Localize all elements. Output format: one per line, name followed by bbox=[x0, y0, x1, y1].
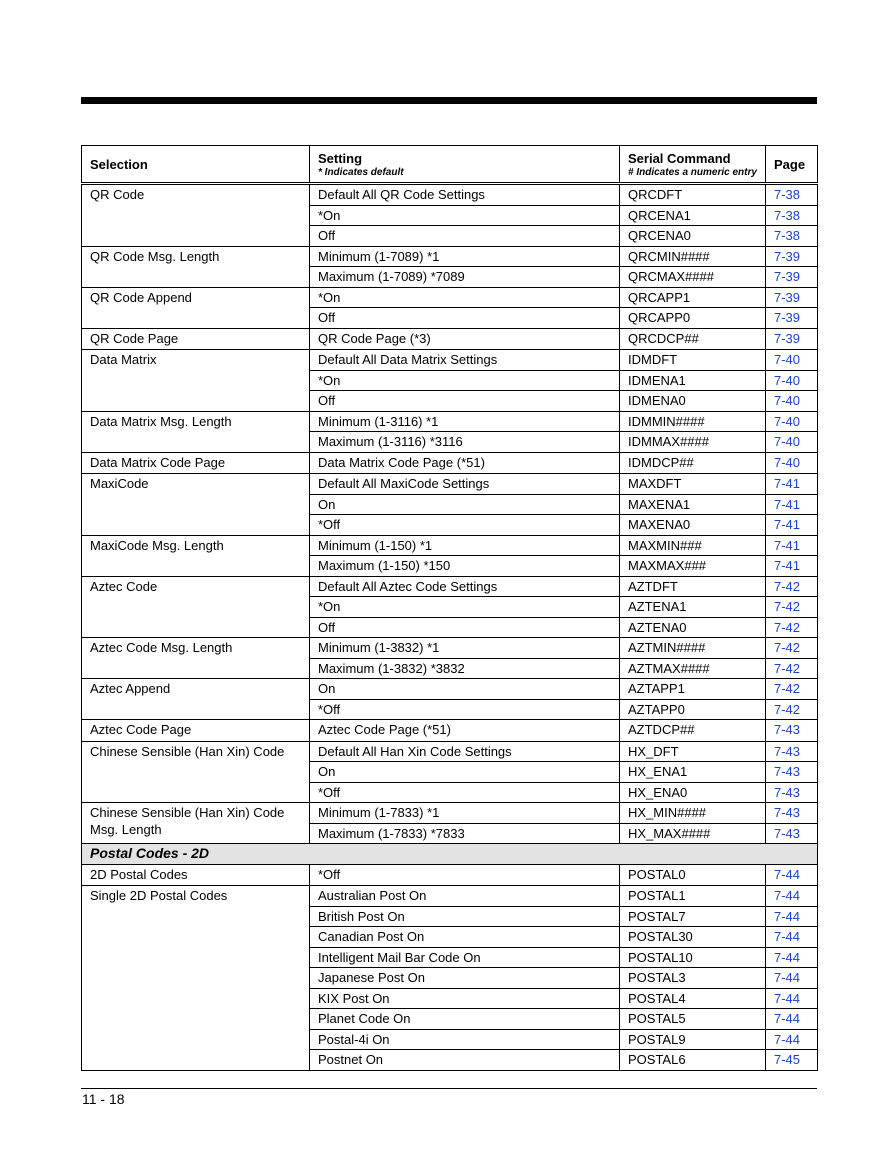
command-cell: MAXMIN### bbox=[620, 535, 766, 556]
page-link[interactable]: 7-42 bbox=[766, 699, 818, 720]
setting-cell: Default All Han Xin Code Settings bbox=[310, 741, 620, 762]
page-link[interactable]: 7-43 bbox=[766, 762, 818, 783]
selection-cell: Aztec Code Msg. Length bbox=[82, 638, 310, 679]
command-cell: AZTAPP0 bbox=[620, 699, 766, 720]
page-link[interactable]: 7-42 bbox=[766, 679, 818, 700]
setting-cell: Aztec Code Page (*51) bbox=[310, 720, 620, 742]
setting-cell: *Off bbox=[310, 782, 620, 803]
page-link[interactable]: 7-41 bbox=[766, 474, 818, 495]
header-setting-note: * Indicates default bbox=[318, 166, 404, 178]
selection-cell: Data Matrix Msg. Length bbox=[82, 411, 310, 452]
page-link[interactable]: 7-39 bbox=[766, 308, 818, 329]
page-link[interactable]: 7-39 bbox=[766, 328, 818, 350]
table-row bbox=[82, 803, 818, 824]
command-cell: POSTAL7 bbox=[620, 906, 766, 927]
command-cell: AZTMAX#### bbox=[620, 658, 766, 679]
page-link[interactable]: 7-38 bbox=[766, 226, 818, 247]
setting-cell: Canadian Post On bbox=[310, 927, 620, 948]
page-link[interactable]: 7-42 bbox=[766, 658, 818, 679]
table-row bbox=[82, 474, 818, 495]
header-rule bbox=[81, 97, 817, 104]
setting-cell: Planet Code On bbox=[310, 1009, 620, 1030]
table-row bbox=[82, 452, 818, 474]
table-row bbox=[82, 741, 818, 762]
page-link[interactable]: 7-39 bbox=[766, 267, 818, 288]
page-link[interactable]: 7-44 bbox=[766, 1029, 818, 1050]
setting-cell: British Post On bbox=[310, 906, 620, 927]
setting-cell: Minimum (1-7089) *1 bbox=[310, 246, 620, 267]
header-command-note: # Indicates a numeric entry bbox=[628, 166, 757, 178]
header-page: Page bbox=[766, 146, 818, 184]
page-link[interactable]: 7-39 bbox=[766, 287, 818, 308]
table-row bbox=[82, 886, 818, 907]
setting-cell: Off bbox=[310, 226, 620, 247]
setting-cell: Minimum (1-150) *1 bbox=[310, 535, 620, 556]
selection-cell: MaxiCode bbox=[82, 474, 310, 536]
command-cell: POSTAL10 bbox=[620, 947, 766, 968]
command-cell: IDMENA0 bbox=[620, 391, 766, 412]
page-link[interactable]: 7-43 bbox=[766, 803, 818, 824]
setting-cell: On bbox=[310, 762, 620, 783]
selection-cell: Data Matrix Code Page bbox=[82, 452, 310, 474]
setting-cell: KIX Post On bbox=[310, 988, 620, 1009]
command-cell: MAXENA1 bbox=[620, 494, 766, 515]
table-row bbox=[82, 720, 818, 742]
page-link[interactable]: 7-44 bbox=[766, 906, 818, 927]
setting-cell: Minimum (1-3832) *1 bbox=[310, 638, 620, 659]
table-row bbox=[82, 328, 818, 350]
command-cell: AZTENA1 bbox=[620, 597, 766, 618]
command-cell: HX_ENA1 bbox=[620, 762, 766, 783]
page-link[interactable]: 7-43 bbox=[766, 823, 818, 844]
page-link[interactable]: 7-42 bbox=[766, 576, 818, 597]
page-link[interactable]: 7-43 bbox=[766, 720, 818, 742]
header-setting: Setting * Indicates default bbox=[310, 146, 620, 184]
page-link[interactable]: 7-38 bbox=[766, 205, 818, 226]
serial-command-table bbox=[81, 145, 818, 1071]
setting-cell: Maximum (1-7089) *7089 bbox=[310, 267, 620, 288]
setting-cell: Off bbox=[310, 617, 620, 638]
command-cell: HX_DFT bbox=[620, 741, 766, 762]
command-cell: MAXENA0 bbox=[620, 515, 766, 536]
command-cell: POSTAL3 bbox=[620, 968, 766, 989]
setting-cell: *On bbox=[310, 287, 620, 308]
command-cell: QRCDCP## bbox=[620, 328, 766, 350]
setting-cell: *On bbox=[310, 597, 620, 618]
setting-cell: Maximum (1-3116) *3116 bbox=[310, 432, 620, 453]
setting-cell: *Off bbox=[310, 864, 620, 886]
command-cell: AZTMIN#### bbox=[620, 638, 766, 659]
page-link[interactable]: 7-39 bbox=[766, 246, 818, 267]
table-row bbox=[82, 246, 818, 267]
page-link[interactable]: 7-44 bbox=[766, 927, 818, 948]
selection-cell: 2D Postal Codes bbox=[82, 864, 310, 886]
setting-cell: Off bbox=[310, 391, 620, 412]
command-cell: QRCMAX#### bbox=[620, 267, 766, 288]
command-cell: POSTAL5 bbox=[620, 1009, 766, 1030]
setting-cell: Maximum (1-3832) *3832 bbox=[310, 658, 620, 679]
page-link[interactable]: 7-44 bbox=[766, 864, 818, 886]
page-link[interactable]: 7-40 bbox=[766, 350, 818, 371]
selection-cell: MaxiCode Msg. Length bbox=[82, 535, 310, 576]
command-cell: HX_MIN#### bbox=[620, 803, 766, 824]
table-row bbox=[82, 535, 818, 556]
command-cell: QRCAPP0 bbox=[620, 308, 766, 329]
table-row bbox=[82, 350, 818, 371]
page-link[interactable]: 7-38 bbox=[766, 184, 818, 206]
page-link[interactable]: 7-40 bbox=[766, 391, 818, 412]
setting-cell: *On bbox=[310, 370, 620, 391]
page-link[interactable]: 7-40 bbox=[766, 452, 818, 474]
page-link[interactable]: 7-40 bbox=[766, 370, 818, 391]
setting-cell: Minimum (1-7833) *1 bbox=[310, 803, 620, 824]
page-link[interactable]: 7-40 bbox=[766, 432, 818, 453]
command-cell: IDMDFT bbox=[620, 350, 766, 371]
command-cell: QRCENA1 bbox=[620, 205, 766, 226]
table-row bbox=[82, 184, 818, 206]
setting-cell: On bbox=[310, 494, 620, 515]
table-body bbox=[82, 184, 818, 1071]
command-cell: QRCENA0 bbox=[620, 226, 766, 247]
command-cell: POSTAL1 bbox=[620, 886, 766, 907]
setting-cell: Postnet On bbox=[310, 1050, 620, 1071]
page-link[interactable]: 7-42 bbox=[766, 597, 818, 618]
header-selection: Selection bbox=[82, 146, 310, 184]
setting-cell: Default All Data Matrix Settings bbox=[310, 350, 620, 371]
setting-cell: Minimum (1-3116) *1 bbox=[310, 411, 620, 432]
setting-cell: On bbox=[310, 679, 620, 700]
setting-cell: Default All QR Code Settings bbox=[310, 184, 620, 206]
selection-cell: Single 2D Postal Codes bbox=[82, 886, 310, 1071]
setting-cell: *Off bbox=[310, 515, 620, 536]
table-row bbox=[82, 287, 818, 308]
selection-cell: Aztec Code bbox=[82, 576, 310, 638]
page-link[interactable]: 7-44 bbox=[766, 988, 818, 1009]
selection-cell: Chinese Sensible (Han Xin) Code Msg. Length bbox=[82, 803, 310, 844]
command-cell: POSTAL0 bbox=[620, 864, 766, 886]
selection-cell: Aztec Append bbox=[82, 679, 310, 720]
command-cell: AZTDFT bbox=[620, 576, 766, 597]
command-cell: POSTAL4 bbox=[620, 988, 766, 1009]
setting-cell: Default All MaxiCode Settings bbox=[310, 474, 620, 495]
selection-cell: Chinese Sensible (Han Xin) Code bbox=[82, 741, 310, 803]
command-cell: AZTDCP## bbox=[620, 720, 766, 742]
command-cell: POSTAL30 bbox=[620, 927, 766, 948]
page-link[interactable]: 7-42 bbox=[766, 617, 818, 638]
selection-cell: Data Matrix bbox=[82, 350, 310, 412]
header-command: Serial Command # Indicates a numeric entry bbox=[620, 146, 766, 184]
table-row bbox=[82, 638, 818, 659]
command-cell: HX_ENA0 bbox=[620, 782, 766, 803]
table-row bbox=[82, 864, 818, 886]
table-header-row bbox=[82, 146, 818, 184]
page-link[interactable]: 7-41 bbox=[766, 556, 818, 577]
setting-cell: Postal-4i On bbox=[310, 1029, 620, 1050]
page-link[interactable]: 7-40 bbox=[766, 411, 818, 432]
setting-cell: QR Code Page (*3) bbox=[310, 328, 620, 350]
command-cell: HX_MAX#### bbox=[620, 823, 766, 844]
section-row bbox=[82, 844, 818, 865]
command-cell: QRCAPP1 bbox=[620, 287, 766, 308]
table-row bbox=[82, 411, 818, 432]
setting-cell: Off bbox=[310, 308, 620, 329]
page-link[interactable]: 7-44 bbox=[766, 947, 818, 968]
page-link[interactable]: 7-41 bbox=[766, 494, 818, 515]
command-cell: IDMDCP## bbox=[620, 452, 766, 474]
command-cell: AZTAPP1 bbox=[620, 679, 766, 700]
section-title: Postal Codes - 2D bbox=[82, 844, 818, 865]
selection-cell: QR Code Msg. Length bbox=[82, 246, 310, 287]
command-cell: QRCMIN#### bbox=[620, 246, 766, 267]
command-cell: POSTAL9 bbox=[620, 1029, 766, 1050]
page-link[interactable]: 7-44 bbox=[766, 968, 818, 989]
command-cell: MAXMAX### bbox=[620, 556, 766, 577]
table-row bbox=[82, 576, 818, 597]
setting-cell: Maximum (1-150) *150 bbox=[310, 556, 620, 577]
footer-rule bbox=[81, 1088, 817, 1089]
selection-cell: Aztec Code Page bbox=[82, 720, 310, 742]
selection-cell: QR Code bbox=[82, 184, 310, 247]
setting-cell: Intelligent Mail Bar Code On bbox=[310, 947, 620, 968]
command-cell: MAXDFT bbox=[620, 474, 766, 495]
page-link[interactable]: 7-44 bbox=[766, 886, 818, 907]
command-cell: QRCDFT bbox=[620, 184, 766, 206]
command-cell: IDMMIN#### bbox=[620, 411, 766, 432]
setting-cell: *On bbox=[310, 205, 620, 226]
selection-cell: QR Code Append bbox=[82, 287, 310, 328]
setting-cell: Maximum (1-7833) *7833 bbox=[310, 823, 620, 844]
table-row bbox=[82, 679, 818, 700]
command-cell: IDMMAX#### bbox=[620, 432, 766, 453]
page-link[interactable]: 7-43 bbox=[766, 741, 818, 762]
command-cell: AZTENA0 bbox=[620, 617, 766, 638]
setting-cell: Japanese Post On bbox=[310, 968, 620, 989]
selection-cell: QR Code Page bbox=[82, 328, 310, 350]
command-cell: IDMENA1 bbox=[620, 370, 766, 391]
setting-cell: *Off bbox=[310, 699, 620, 720]
page-link[interactable]: 7-43 bbox=[766, 782, 818, 803]
setting-cell: Default All Aztec Code Settings bbox=[310, 576, 620, 597]
setting-cell: Australian Post On bbox=[310, 886, 620, 907]
page-link[interactable]: 7-44 bbox=[766, 1009, 818, 1030]
setting-cell: Data Matrix Code Page (*51) bbox=[310, 452, 620, 474]
page-link[interactable]: 7-41 bbox=[766, 535, 818, 556]
page-number: 11 - 18 bbox=[82, 1091, 125, 1107]
page-link[interactable]: 7-41 bbox=[766, 515, 818, 536]
page-link[interactable]: 7-42 bbox=[766, 638, 818, 659]
command-cell: POSTAL6 bbox=[620, 1050, 766, 1071]
page-link[interactable]: 7-45 bbox=[766, 1050, 818, 1071]
